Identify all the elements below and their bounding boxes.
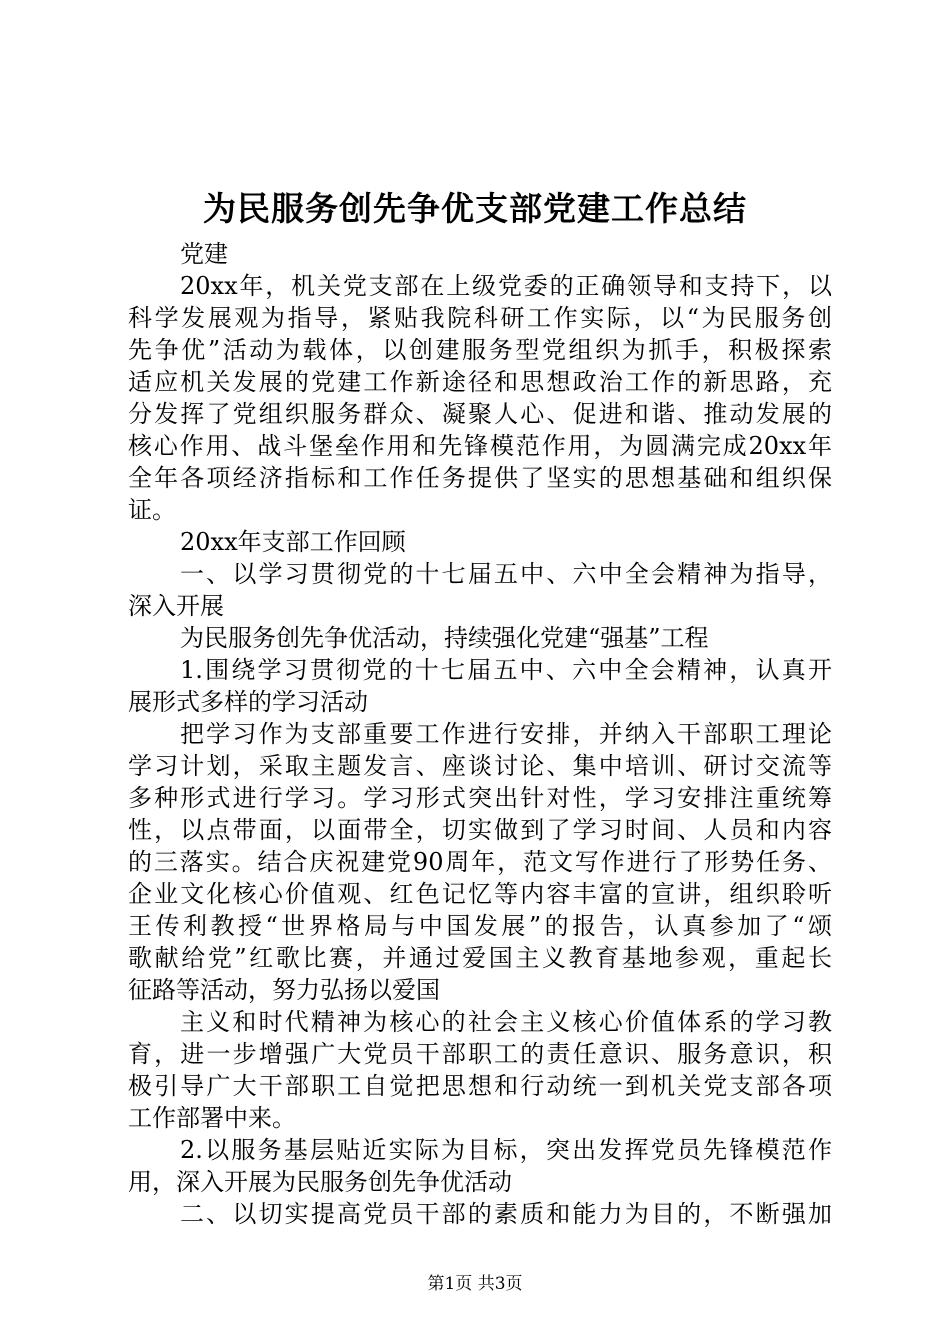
text-line: 证。 [128,496,176,524]
text-line: 极引导广大干部职工自觉把思想和行动统一到机关党支部各项 [128,1072,832,1100]
page-footer: 第1页 共3页 [427,1274,523,1294]
text-line: 把学习作为支部重要工作进行安排，并纳入干部职工理论 [180,720,832,748]
text-line: 二、以切实提高党员干部的素质和能力为目的，不断强加 [180,1200,832,1228]
text-line: 征路等活动，努力弘扬以爱国 [128,976,440,1004]
text-line: 展形式多样的学习活动 [128,688,368,716]
text-line: 一、以学习贯彻党的十七届五中、六中全会精神为指导， [180,560,832,588]
text-line: 企业文化核心价值观、红色记忆等内容丰富的宣讲，组织聆听 [128,880,832,908]
text-line: 为民服务创先争优活动，持续强化党建“强基”工程 [180,624,709,652]
text-line: 核心作用、战斗堡垒作用和先锋模范作用，为圆满完成20xx年 [128,432,832,460]
text-line: 20xx年支部工作回顾 [180,528,406,556]
text-line: 歌献给党”红歌比赛，并通过爱国主义教育基地参观，重起长 [128,944,832,972]
text-line: 王传利教授“世界格局与中国发展”的报告，认真参加了“颂 [128,912,832,940]
text-line: 深入开展 [128,592,224,620]
text-line: 主义和时代精神为核心的社会主义核心价值体系的学习教 [180,1008,832,1036]
text-line: 性，以点带面，以面带全，切实做到了学习时间、人员和内容 [128,816,832,844]
text-line: 科学发展观为指导，紧贴我院科研工作实际，以“为民服务创 [128,304,832,332]
text-line: 先争优”活动为载体，以创建服务型党组织为抓手，积极探索 [128,336,832,364]
text-line: 适应机关发展的党建工作新途径和思想政治工作的新思路，充 [128,368,832,396]
text-line: 多种形式进行学习。学习形式突出针对性，学习安排注重统筹 [128,784,832,812]
text-line: 工作部署中来。 [128,1104,296,1132]
text-line: 2.以服务基层贴近实际为目标，突出发挥党员先锋模范作 [180,1136,832,1164]
text-line: 的三落实。结合庆祝建党90周年，范文写作进行了形势任务、 [128,848,832,876]
document-title: 为民服务创先争优支部党建工作总结 [203,189,747,228]
text-line: 20xx年，机关党支部在上级党委的正确领导和支持下，以 [180,272,832,300]
text-line: 学习计划，采取主题发言、座谈讨论、集中培训、研讨交流等 [128,752,832,780]
text-line: 1.围绕学习贯彻党的十七届五中、六中全会精神，认真开 [180,656,832,684]
text-line: 全年各项经济指标和工作任务提供了坚实的思想基础和组织保 [128,464,832,492]
document-body [128,238,832,1230]
text-line: 党建 [180,240,228,268]
text-line: 用，深入开展为民服务创先争优活动 [128,1168,512,1196]
text-line: 育，进一步增强广大党员干部职工的责任意识、服务意识，积 [128,1040,832,1068]
text-line: 分发挥了党组织服务群众、凝聚人心、促进和谐、推动发展的 [128,400,832,428]
